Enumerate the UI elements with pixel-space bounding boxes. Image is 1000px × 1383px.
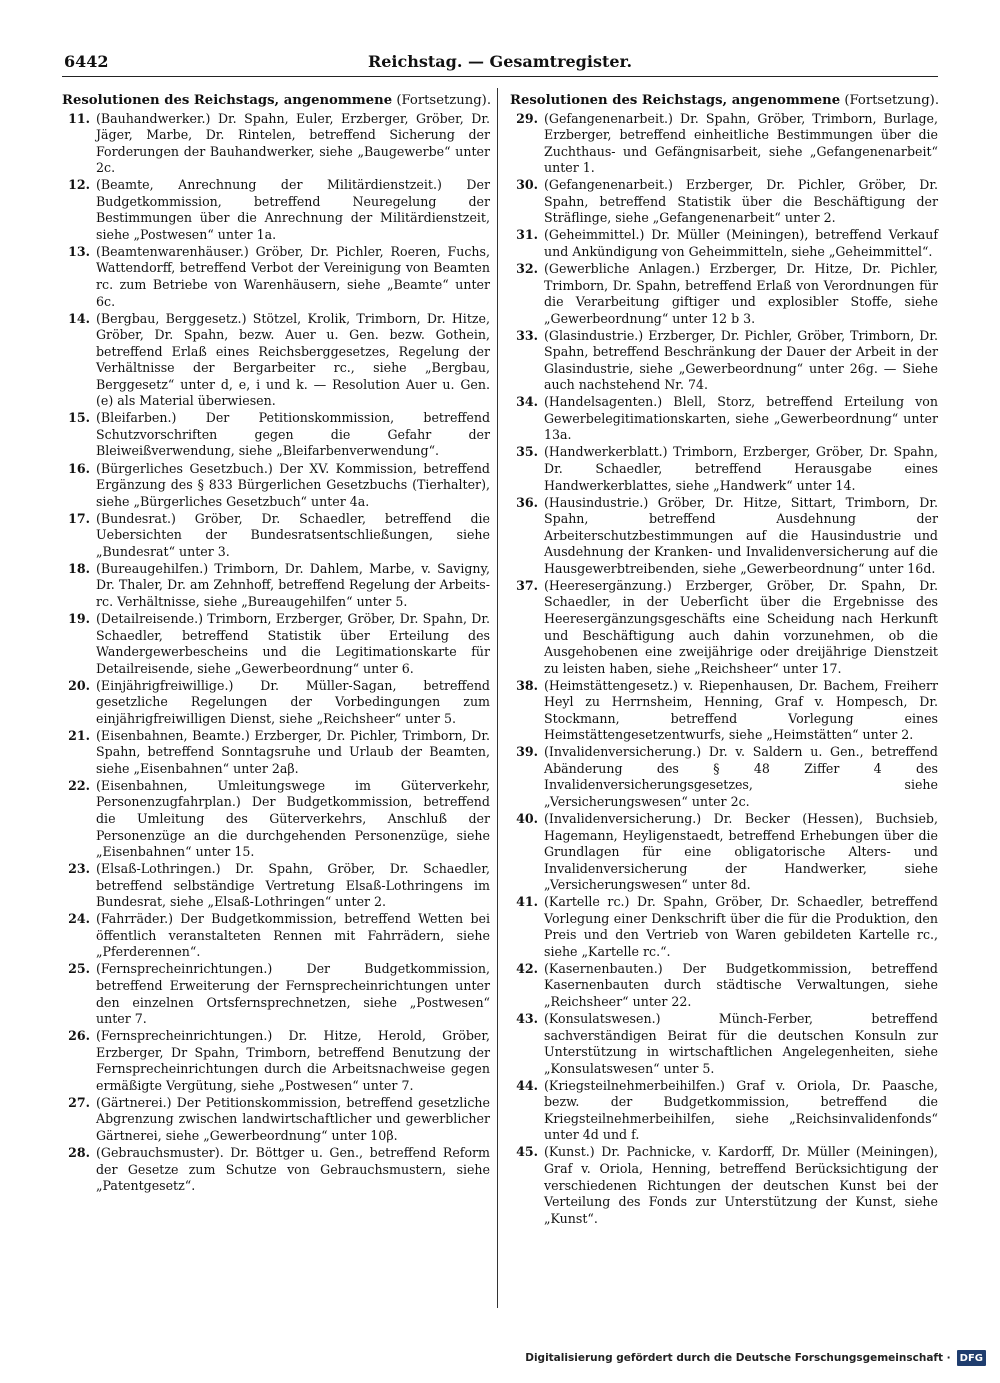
- entry-text: (Elsaß-Lothringen.) Dr. Spahn, Gröber, Dr. Schaedler, betreffend selbständige Vertretung Elsaß-Lothringens im Bundesrat, siehe „Elsaß-Lothringen“ unter 2.: [96, 861, 490, 910]
- index-entry: [68, 243, 490, 310]
- index-entry: [516, 327, 938, 394]
- entry-text: (Gefangenenarbeit.) Erzberger, Dr. Pichler, Gröber, Dr. Spahn, betreffend Statistik über die Beschäftigung der Sträflinge, siehe „Gefangenenarbeit“ unter 2.: [544, 177, 938, 226]
- entry-number: 44.: [516, 1077, 538, 1093]
- index-entry: [516, 1011, 938, 1077]
- right-heading-bold: Resolutionen des Reichstags, angenommene: [510, 93, 841, 108]
- entry-text: (Fernsprecheinrichtungen.) Dr. Hitze, Herold, Gröber, Erzberger, Dr Spahn, Trimborn, betreffend Benutzung der Fernsprecheinrichtungen durch die Arbeitsnachweise gegen ermäßigte Vergütung, siehe „Postwesen“ unter 7.: [96, 1028, 490, 1093]
- entry-text: (Hausindustrie.) Gröber, Dr. Hitze, Sittart, Trimborn, Dr. Spahn, betreffend Ausdehnung der Arbeiterschutzbestimmungen auf die Hausindustrie und Ausdehnung der Kranken- und Invalidenversicherung auf die Hausgewerbtreibenden, siehe „Gewerbeordnung“ unter 16d.: [544, 494, 938, 576]
- index-entry: [68, 310, 490, 410]
- index-entry: [68, 410, 490, 460]
- index-entry: [68, 1028, 490, 1094]
- entry-text: (Bauhandwerker.) Dr. Spahn, Euler, Erzberger, Gröber, Dr. Jäger, Marbe, Dr. Rintelen, betreffend Sicherung der Forderungen der Bauhandwerker, siehe „Baugewerbe“ unter 2c.: [96, 110, 490, 176]
- entry-number: 12.: [68, 177, 90, 193]
- right-heading-rest: (Fortsetzung).: [840, 93, 940, 108]
- entry-text: (Bureaugehilfen.) Trimborn, Dr. Dahlem, Marbe, v. Savigny, Dr. Thaler, Dr. am Zehnhoff, betreffend Regelung der Arbeits- rc. Verhältnisse, siehe „Bureaugehilfen“ unter 5.: [96, 560, 490, 609]
- right-column-heading: [510, 93, 938, 110]
- entry-text: (Bundesrat.) Gröber, Dr. Schaedler, betreffend die Uebersichten der Bundesratsentschließungen, siehe „Bundesrat“ unter 3.: [96, 510, 490, 559]
- left-column: [62, 93, 490, 1195]
- entry-text: (Geheimmittel.) Dr. Müller (Meiningen), betreffend Verkauf und Ankündigung von Geheimmitteln, siehe „Geheimmittel“.: [544, 227, 938, 259]
- entry-text: (Konsulatswesen.) Münch-Ferber, betreffend sachverständigen Beirat für die deutschen Konsuln zur Unterstützung in wirtschaftlichen Angelegenheiten, siehe „Konsulatswesen“ unter 5.: [544, 1011, 938, 1076]
- left-entry-list: [62, 111, 490, 1195]
- entry-number: 22.: [68, 777, 90, 793]
- entry-number: 45.: [516, 1144, 538, 1160]
- entry-number: 24.: [68, 911, 90, 927]
- entry-number: 21.: [68, 727, 90, 743]
- entry-text: (Fernsprecheinrichtungen.) Der Budgetkommission, betreffend Erweiterung der Fernsprecheinrichtungen unter den einzelnen Ortsfernsprechnetzen, siehe „Postwesen“ unter 7.: [96, 961, 490, 1027]
- entry-text: (Beamtenwarenhäuser.) Gröber, Dr. Pichler, Roeren, Fuchs, Wattendorff, betreffend Verbot der Vereinigung von Beamten rc. zum Betriebe von Warenhäusern, siehe „Beamte“ unter 6c.: [96, 243, 490, 309]
- entry-text: (Kriegsteilnehmerbeihilfen.) Graf v. Oriola, Dr. Paasche, bezw. der Budgetkommission, betreffend die Kriegsteilnehmerbeihilfen, siehe „Reichsinvalidenfonds“ unter 4d und f.: [544, 1077, 938, 1143]
- index-entry: [68, 560, 490, 611]
- left-heading-rest: (Fortsetzung).: [392, 93, 492, 108]
- index-entry: [68, 510, 490, 561]
- right-entry-list: [510, 111, 938, 1228]
- entry-text: (Fahrräder.) Der Budgetkommission, betreffend Wetten bei öffentlich veranstalteten Rennen mit Fahrrädern, siehe „Pferderennen“.: [96, 911, 490, 960]
- entry-text: (Kartelle rc.) Dr. Spahn, Gröber, Dr. Schaedler, betreffend Vorlegung einer Denkschrift über die für die Produktion, den Preis und den Vertrieb von Waren gebildeten Kartelle rc., siehe „Kartelle rc.“.: [544, 894, 938, 959]
- entry-number: 23.: [68, 861, 90, 877]
- index-entry: [68, 727, 490, 778]
- entry-number: 35.: [516, 444, 538, 460]
- index-entry: [516, 444, 938, 494]
- entry-number: 32.: [516, 260, 538, 276]
- entry-number: 25.: [68, 961, 90, 977]
- entry-text: (Kasernenbauten.) Der Budgetkommission, betreffend Kasernenbauten durch städtische Verwaltungen, siehe „Reichsheer“ unter 22.: [544, 960, 938, 1010]
- entry-number: 37.: [516, 577, 538, 593]
- entry-number: 11.: [68, 110, 90, 126]
- index-entry: [68, 110, 490, 177]
- index-entry: [68, 961, 490, 1027]
- index-entry: [516, 960, 938, 1011]
- index-entry: [68, 610, 490, 677]
- index-entry: [68, 677, 490, 728]
- page-header: [62, 50, 938, 77]
- entry-text: (Invalidenversicherung.) Dr. v. Saldern u. Gen., betreffend Abänderung des § 48 Ziffer 4 des Invalidenversicherungsgesetzes, siehe „Versicherungswesen“ unter 2c.: [544, 744, 938, 809]
- index-entry: [68, 1094, 490, 1145]
- entry-number: 39.: [516, 744, 538, 760]
- entry-number: 30.: [516, 177, 538, 193]
- entry-text: (Gärtnerei.) Der Petitionskommission, betreffend gesetzliche Abgrenzung zwischen landwirtschaftlicher und gewerblicher Gärtnerei, siehe „Gewerbeordnung“ unter 10β.: [96, 1094, 490, 1143]
- index-entry: [516, 260, 938, 327]
- entry-number: 33.: [516, 327, 538, 343]
- entry-number: 28.: [68, 1144, 90, 1160]
- index-entry: [516, 744, 938, 810]
- digitization-credit: [525, 1349, 986, 1367]
- entry-number: 41.: [516, 894, 538, 910]
- entry-number: 42.: [516, 960, 538, 976]
- index-entry: [68, 177, 490, 243]
- index-entry: [516, 1144, 938, 1227]
- entry-text: (Kunst.) Dr. Pachnicke, v. Kardorff, Dr. Müller (Meiningen), Graf v. Oriola, Henning, betreffend Berücksichtigung der verschiedenen Richtungen der deutschen Kunst bei der Verteilung des Fonds zur Unterstützung der Kunst, siehe „Kunst“.: [544, 1144, 938, 1226]
- entry-text: (Einjährigfreiwillige.) Dr. Müller-Sagan, betreffend gesetzliche Regelungen der Vorbedingungen zum einjährigfreiwilligen Dienst, siehe „Reichsheer“ unter 5.: [96, 677, 490, 726]
- entry-number: 40.: [516, 811, 538, 827]
- dfg-logo-icon: DFG: [957, 1350, 986, 1366]
- index-entry: [68, 460, 490, 511]
- entry-number: 27.: [68, 1094, 90, 1110]
- entry-number: 34.: [516, 394, 538, 410]
- entry-number: 15.: [68, 410, 90, 426]
- entry-text: (Heimstättengesetz.) v. Riepenhausen, Dr. Bachem, Freiherr Heyl zu Herrnsheim, Henning, Graf v. Hompesch, Dr. Stockmann, betreffend Vorlegung eines Heimstättengesetzentwurfs, siehe „Heimstätten“ unter 2.: [544, 677, 938, 743]
- entry-text: (Eisenbahnen, Umleitungswege im Güterverkehr, Personenzugfahrplan.) Der Budgetkommission, betreffend die Umleitung des Güterverkehrs, Anschluß der Personenzüge an die durchgehenden Personenzüge, siehe „Eisenbahnen“ unter 15.: [96, 777, 490, 860]
- running-title: Reichstag. — Gesamtregister.: [367, 52, 633, 71]
- index-entry: [516, 494, 938, 578]
- entry-number: 31.: [516, 227, 538, 243]
- index-entry: [516, 394, 938, 444]
- index-entry: [516, 1077, 938, 1144]
- index-entry: [516, 677, 938, 744]
- column-divider: [497, 88, 498, 1308]
- entry-text: (Beamte, Anrechnung der Militärdienstzeit.) Der Budgetkommission, betreffend Neuregelung der Bestimmungen über die Anrechnung der Militärdienstzeit, siehe „Postwesen“ unter 1a.: [96, 177, 490, 242]
- entry-text: (Heeresergänzung.) Erzberger, Gröber, Dr. Spahn, Dr. Schaedler, in der Ueberſicht über die Ergebnisse des Heeresergänzungsgeschäfts eine Scheidung nach Herkunft und Beschäftigung auch dahin vorzunehmen, ob die Ausgehobenen eine zweijährige oder dreijährige Dienstzeit zu leisten haben, siehe „Reichsheer“ unter 17.: [544, 577, 938, 676]
- credit-text: Digitalisierung gefördert durch die Deutsche Forschungsgemeinschaft ·: [525, 1352, 951, 1364]
- index-entry: [516, 577, 938, 677]
- entry-number: 38.: [516, 677, 538, 693]
- entry-text: (Eisenbahnen, Beamte.) Erzberger, Dr. Pichler, Trimborn, Dr. Spahn, betreffend Sonntagsruhe und Urlaub der Beamten, siehe „Eisenbahnen“ unter 2aβ.: [96, 727, 490, 776]
- entry-number: 13.: [68, 243, 90, 259]
- entry-number: 19.: [68, 610, 90, 626]
- entry-text: (Gebrauchsmuster). Dr. Böttger u. Gen., betreffend Reform der Gesetze zum Schutze von Gebrauchsmustern, siehe „Patentgesetz“.: [96, 1144, 490, 1194]
- entry-number: 16.: [68, 460, 90, 476]
- index-entry: [516, 894, 938, 960]
- entry-text: (Handwerkerblatt.) Trimborn, Erzberger, Gröber, Dr. Spahn, Dr. Schaedler, betreffend Herausgabe eines Handwerkerblattes, siehe „Handwerk“ unter 14.: [544, 444, 938, 493]
- entry-text: (Glasindustrie.) Erzberger, Dr. Pichler, Gröber, Trimborn, Dr. Spahn, betreffend Beschränkung der Dauer der Arbeit in der Glasindustrie, siehe „Gewerbeordnung“ unter 26g. — Siehe auch nachstehend Nr. 74.: [544, 327, 938, 393]
- entry-number: 20.: [68, 677, 90, 693]
- entry-number: 18.: [68, 560, 90, 576]
- index-entry: [68, 1144, 490, 1195]
- entry-number: 26.: [68, 1028, 90, 1044]
- entry-text: (Gewerbliche Anlagen.) Erzberger, Dr. Hitze, Dr. Pichler, Trimborn, Dr. Spahn, betreffend Erlaß von Verordnungen für die Verarbeitung giftiger und explosibler Stoffe, siehe „Gewerbeordnung“ unter 12 b 3.: [544, 260, 938, 326]
- entry-text: (Detailreisende.) Trimborn, Erzberger, Gröber, Dr. Spahn, Dr. Schaedler, betreffend Statistik über Erteilung des Wandergewerbescheins und die Legitimationskarte für Detailreisende, siehe „Gewerbeordnung“ unter 6.: [96, 610, 490, 676]
- entry-text: (Handelsagenten.) Blell, Storz, betreffend Erteilung von Gewerbelegitimationskarten, siehe „Gewerbeordnung“ unter 13a.: [544, 394, 938, 443]
- entry-text: (Bürgerliches Gesetzbuch.) Der XV. Kommission, betreffend Ergänzung des § 833 Bürgerlichen Gesetzbuchs (Tierhalter), siehe „Bürgerliches Gesetzbuch“ unter 4a.: [96, 460, 490, 509]
- index-entry: [68, 911, 490, 961]
- left-heading-bold: Resolutionen des Reichstags, angenommene: [62, 93, 393, 108]
- index-entry: [68, 861, 490, 911]
- entry-text: (Bergbau, Berggesetz.) Stötzel, Krolik, Trimborn, Dr. Hitze, Gröber, Dr. Spahn, bezw. Auer u. Gen. bezw. Gothein, betreffend Erlaß eines Reichsberggesetzes, Regelung der Verhältnisse der Bergarbeiter rc., siehe „Bergbau, Berggesetz“ unter d, e, i und k. — Resolution Auer u. Gen. (e) als Material überwiesen.: [96, 310, 490, 409]
- right-column: [510, 93, 938, 1228]
- entry-number: 29.: [516, 110, 538, 126]
- entry-number: 17.: [68, 510, 90, 526]
- entry-text: (Gefangenenarbeit.) Dr. Spahn, Gröber, Trimborn, Burlage, Erzberger, betreffend einheitliche Bestimmungen über die Zuchthaus- und Gefängnisarbeit, siehe „Gefangenenarbeit“ unter 1.: [544, 110, 938, 176]
- left-column-heading: [62, 93, 490, 110]
- entry-number: 43.: [516, 1011, 538, 1027]
- index-entry: [68, 777, 490, 861]
- entry-text: (Bleifarben.) Der Petitionskommission, betreffend Schutzvorschriften gegen die Gefahr der Bleiweißverwendung, siehe „Bleifarbenverwendung“.: [96, 410, 490, 459]
- index-entry: [516, 227, 938, 260]
- index-entry: [516, 110, 938, 177]
- entry-number: 36.: [516, 494, 538, 510]
- entry-text: (Invalidenversicherung.) Dr. Becker (Hessen), Buchsieb, Hagemann, Heyligenstaedt, betreffend Erhebungen über die Grundlagen für eine obligatorische Alters- und Invalidenversicherung der Handwerker, siehe „Versicherungswesen“ unter 8d.: [544, 811, 938, 893]
- index-entry: [516, 811, 938, 894]
- page-number: 6442: [64, 52, 109, 71]
- index-entry: [516, 177, 938, 227]
- entry-number: 14.: [68, 310, 90, 326]
